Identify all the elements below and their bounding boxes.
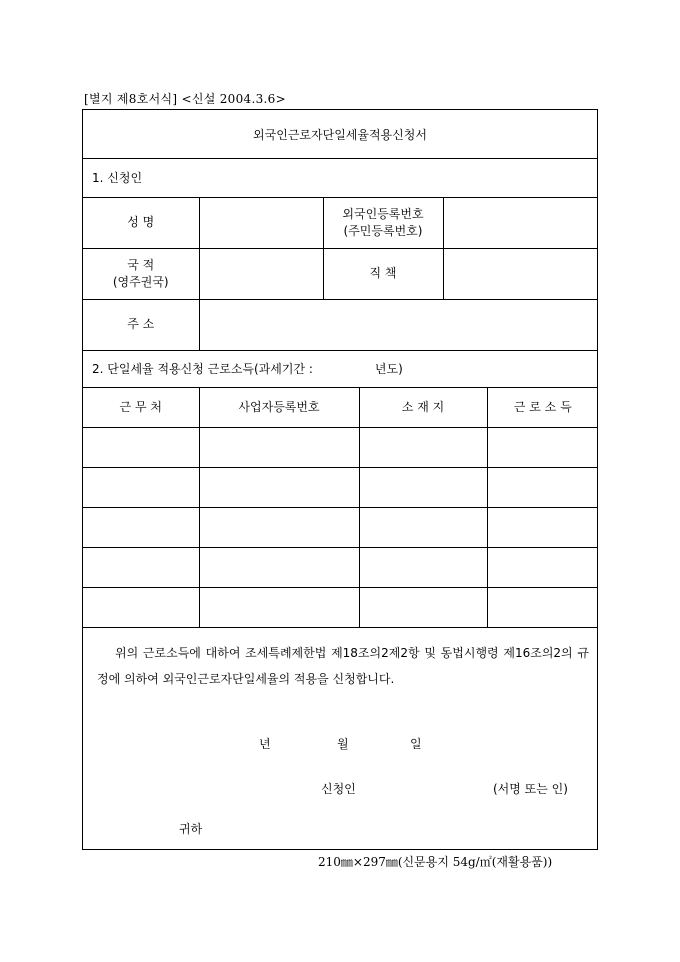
section-income-heading [83,350,597,388]
position-field[interactable] [443,248,598,299]
form-title: 외국인근로자단일세율적용신청서 [83,110,597,159]
signature-or-seal-label: (서명 또는 인) [493,782,568,796]
section-applicant-heading: 1. 신청인 [83,158,597,198]
date-year-label: 년 [259,737,271,751]
nationality-label-line1: 국 적 [127,257,155,272]
date-day-label: 일 [410,737,422,751]
address-label: 주 소 [83,299,199,350]
business-number-cell[interactable] [199,587,359,627]
earned-income-cell[interactable] [487,427,598,467]
table-row [83,427,598,467]
table-row [83,507,598,547]
table-row [83,587,598,627]
location-cell[interactable] [359,547,487,587]
nationality-label-line2: (영주권국) [112,274,169,289]
location-cell[interactable] [359,507,487,547]
address-field[interactable] [199,299,598,350]
workplace-cell[interactable] [83,587,199,627]
registration-number-label-line2: (주민등록번호) [343,223,423,238]
income-heading-text: 2. 단일세율 적용신청 근로소득(과세기간 : [92,362,313,376]
location-cell[interactable] [359,587,487,627]
table-row [83,467,598,507]
business-number-cell[interactable] [199,467,359,507]
workplace-cell[interactable] [83,547,199,587]
position-label: 직 책 [323,248,443,299]
column-header-location: 소 재 지 [359,388,487,427]
earned-income-cell[interactable] [487,467,598,507]
statement-text: 위의 근로소득에 대하여 조세특례제한법 제18조의2제2항 및 동법시행령 제16조의2의 규정에 의하여 외국인근로자단일세율의 적용을 신청합니다. [97,646,589,686]
income-table [83,388,598,628]
column-header-business-number: 사업자등록번호 [199,388,359,427]
workplace-cell[interactable] [83,427,199,467]
nationality-label [83,248,199,299]
paper-spec-note: 210㎜×297㎜(신문용지 54g/㎡(재활용품)) [318,855,553,869]
income-heading-year: 년도) [374,362,403,376]
applicant-table [83,198,598,351]
name-field[interactable] [199,198,323,248]
column-header-earned-income: 근 로 소 득 [487,388,598,427]
earned-income-cell[interactable] [487,587,598,627]
name-label: 성 명 [83,198,199,248]
recipient-label: 귀하 [179,822,203,836]
earned-income-cell[interactable] [487,547,598,587]
business-number-cell[interactable] [199,547,359,587]
column-header-workplace: 근 무 처 [83,388,199,427]
registration-number-label [323,198,443,248]
table-row [83,547,598,587]
location-cell[interactable] [359,467,487,507]
registration-number-field[interactable] [443,198,598,248]
applicant-signature-label: 신청인 [321,782,356,796]
business-number-cell[interactable] [199,427,359,467]
earned-income-cell[interactable] [487,507,598,547]
workplace-cell[interactable] [83,467,199,507]
registration-number-label-line1: 외국인등록번호 [342,206,424,221]
nationality-field[interactable] [199,248,323,299]
form-number: [별지 제8호서식] <신설 2004.3.6> [84,92,286,106]
location-cell[interactable] [359,427,487,467]
workplace-cell[interactable] [83,507,199,547]
business-number-cell[interactable] [199,507,359,547]
date-month-label: 월 [337,737,349,751]
application-form [82,109,598,850]
